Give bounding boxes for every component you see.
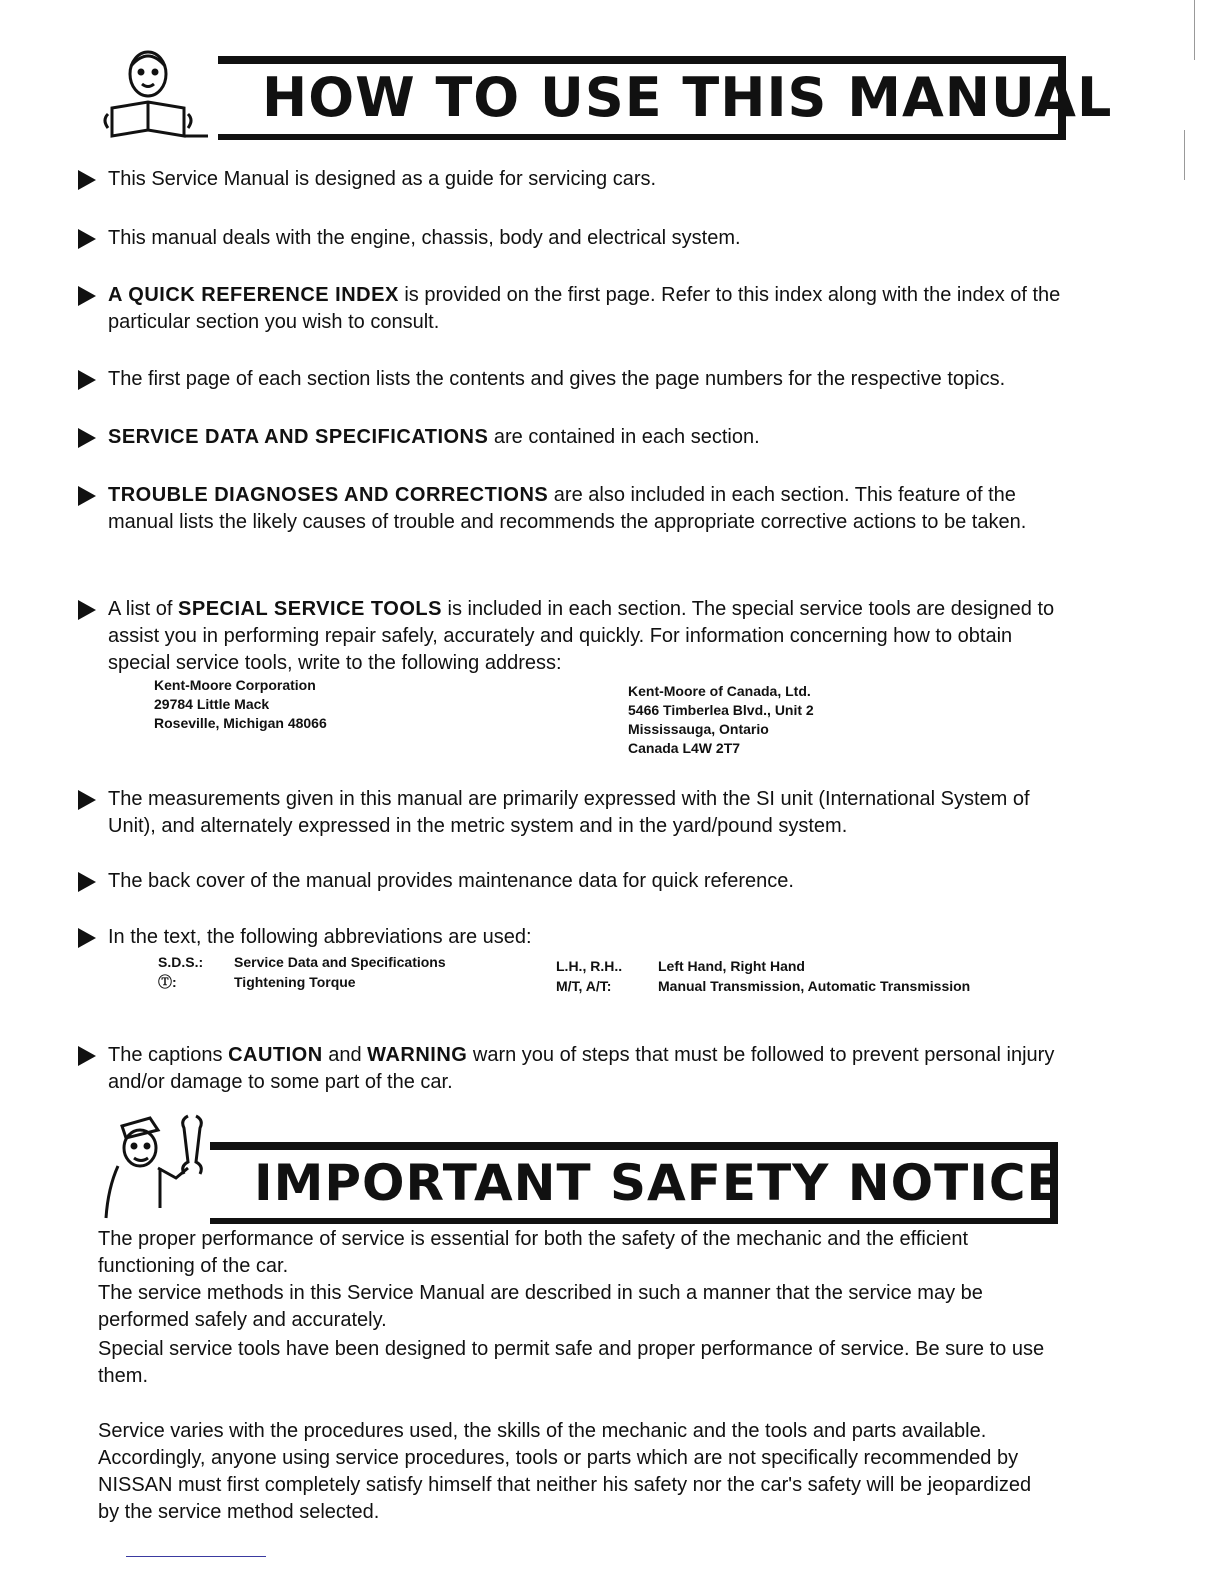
page-title: HOW TO USE THIS MANUAL	[262, 66, 1113, 129]
bullet-arrow-icon	[78, 170, 96, 190]
bullet-text: A QUICK REFERENCE INDEX is provided on the first page. Refer to this index along with the index of the particular section you wish to consult.	[108, 284, 1061, 333]
safety-notice-title: IMPORTANT SAFETY NOTICE	[254, 1154, 1062, 1212]
bullet-arrow-icon	[78, 486, 96, 506]
address-line: Canada L4W 2T7	[628, 740, 741, 756]
bullet-trouble-diagnoses	[78, 482, 1068, 536]
address-canada	[628, 682, 814, 758]
safety-paragraph: The service methods in this Service Manual are described in such a manner that the service may be performed safely and accurately.	[98, 1282, 983, 1331]
address-line: Mississauga, Ontario	[628, 721, 769, 737]
address-line: 29784 Little Mack	[154, 696, 270, 712]
bullet-text: This manual deals with the engine, chassis, body and electrical system.	[108, 227, 741, 249]
bullet-service-data	[78, 424, 1068, 451]
abbr-meaning: Left Hand, Right Hand	[658, 958, 805, 974]
abbr: M/T, A/T:	[556, 978, 612, 994]
bullet-arrow-icon	[78, 428, 96, 448]
bullet-back-cover	[78, 868, 1068, 895]
abbr-meaning: Service Data and Specifications	[234, 954, 446, 970]
bullet-scope	[78, 225, 1068, 252]
bullet-arrow-icon	[78, 1046, 96, 1066]
bullet-text: A list of SPECIAL SERVICE TOOLS is included in each section. The special service tools are designed to assist you in performing repair safely, accurately and quickly. For information concerning how to obtain special service tools, write to the following address:	[108, 598, 1055, 674]
address-line: Kent-Moore Corporation	[154, 677, 316, 693]
bullet-text: The measurements given in this manual are primarily expressed with the SI unit (International System of Unit), and alternately expressed in the metric system and in the yard/pound system.	[108, 788, 1030, 837]
torque-icon: Ⓣ:	[158, 974, 177, 990]
bullet-purpose	[78, 166, 1068, 193]
abbreviation-row	[0, 972, 1224, 992]
bullet-quick-reference	[78, 282, 1068, 336]
bullet-special-tools	[78, 596, 1068, 677]
bullet-text: This Service Manual is designed as a guide for servicing cars.	[108, 168, 657, 190]
bullet-text: SERVICE DATA AND SPECIFICATIONS are contained in each section.	[108, 426, 760, 448]
safety-paragraph: The proper performance of service is essential for both the safety of the mechanic and the efficient functioning of the car.	[98, 1228, 969, 1277]
scan-mark	[126, 1556, 266, 1557]
abbr: L.H., R.H..	[556, 958, 623, 974]
abbr-meaning: Tightening Torque	[234, 974, 356, 990]
bullet-text: In the text, the following abbreviations are used:	[108, 926, 532, 948]
bullet-arrow-icon	[78, 790, 96, 810]
bullet-text: The first page of each section lists the contents and gives the page numbers for the respective topics.	[108, 368, 1006, 390]
scan-mark	[1194, 0, 1195, 60]
address-us	[154, 676, 327, 733]
address-line: Kent-Moore of Canada, Ltd.	[628, 683, 811, 699]
bullet-captions	[78, 1042, 1058, 1096]
safety-paragraph: Special service tools have been designed to permit safe and proper performance of service. Be sure to use them.	[98, 1338, 1045, 1387]
mechanic-with-wrench-icon	[98, 1108, 216, 1220]
bullet-abbreviations	[78, 924, 1068, 951]
bullet-text: The back cover of the manual provides maintenance data for quick reference.	[108, 870, 794, 892]
address-line: Roseville, Michigan 48066	[154, 715, 327, 731]
safety-notice-banner	[98, 1108, 1060, 1226]
bullet-arrow-icon	[78, 600, 96, 620]
scan-mark	[1184, 130, 1185, 180]
bullet-arrow-icon	[78, 286, 96, 306]
abbr: S.D.S.:	[158, 954, 204, 970]
abbr-meaning: Manual Transmission, Automatic Transmission	[658, 978, 971, 994]
how-to-use-banner	[98, 44, 1113, 156]
bullet-arrow-icon	[78, 928, 96, 948]
bullet-arrow-icon	[78, 872, 96, 892]
reading-man-icon	[98, 44, 208, 144]
bullet-arrow-icon	[78, 370, 96, 390]
bullet-arrow-icon	[78, 229, 96, 249]
address-line: 5466 Timberlea Blvd., Unit 2	[628, 702, 814, 718]
bullet-text: The captions CAUTION and WARNING warn you of steps that must be followed to prevent personal injury and/or damage to some part of the car.	[108, 1044, 1055, 1093]
bullet-measurements	[78, 786, 1068, 840]
bullet-text: TROUBLE DIAGNOSES AND CORRECTIONS are also included in each section. This feature of the manual lists the likely causes of trouble and recommends the appropriate corrective actions to be taken.	[108, 484, 1027, 533]
abbreviation-row	[0, 952, 1224, 972]
safety-paragraph: Service varies with the procedures used, the skills of the mechanic and the tools and parts available. Accordingly, anyone using service procedures, tools or parts which are not specifically recommended by NISSAN must first completely satisfy himself that neither his safety nor the car's safety will be jeopardized by the service method selected.	[98, 1420, 1032, 1523]
bullet-first-page	[78, 366, 1068, 393]
